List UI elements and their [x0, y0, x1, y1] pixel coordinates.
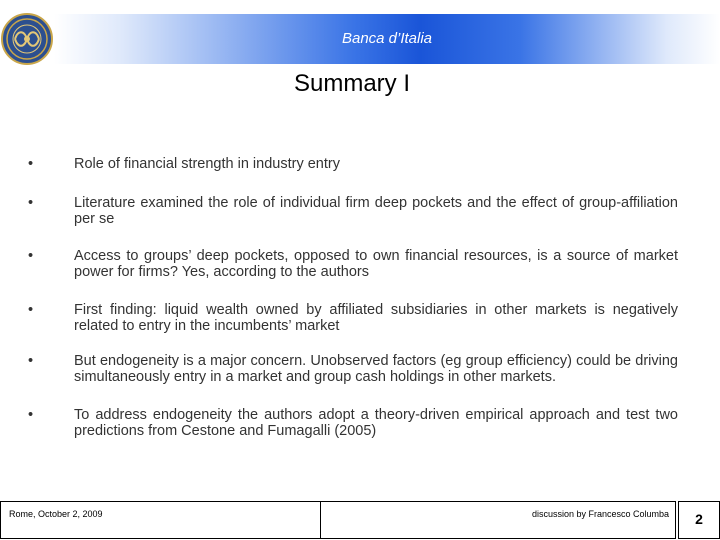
bullet-text: Access to groups’ deep pockets, opposed to own financial resources, is a source of market power for firms? Yes, according to the authors	[74, 248, 678, 280]
header-title: Banca d’Italia	[341, 30, 433, 47]
footer-date-location: Rome, October 2, 2009	[9, 509, 103, 519]
footer-left-box	[0, 501, 322, 539]
header-bar	[54, 14, 720, 64]
footer-discussant: discussion by Francesco Columba	[531, 509, 669, 519]
page-number: 2	[695, 511, 703, 527]
bullet-dot: •	[28, 248, 34, 264]
bullet-dot: •	[28, 353, 34, 369]
bullet-text: To address endogeneity the authors adopt a theory-driven empirical approach and test two predictions from Cestone and Fumagalli (2005)	[74, 407, 678, 439]
bullet-text: But endogeneity is a major concern. Unobserved factors (eg group efficiency) could be driving simultaneously entry in a market and group cash holdings in other markets.	[74, 353, 678, 385]
bank-seal-logo	[0, 12, 54, 66]
bullet-dot: •	[28, 156, 34, 172]
slide-title: Summary I	[293, 70, 410, 97]
bullet-dot: •	[28, 302, 34, 318]
bullet-text: First finding: liquid wealth owned by affiliated subsidiaries in other markets is negatively related to entry in the incumbents’ market	[74, 302, 678, 334]
footer	[0, 501, 720, 540]
bullet-dot: •	[28, 407, 34, 423]
page-number-box	[678, 501, 720, 539]
bullet-text: Literature examined the role of individual firm deep pockets and the effect of group-affiliation per se	[74, 195, 678, 227]
bullet-dot: •	[28, 195, 34, 211]
bullet-text: Role of financial strength in industry entry	[74, 156, 340, 172]
footer-right-box	[320, 501, 676, 539]
